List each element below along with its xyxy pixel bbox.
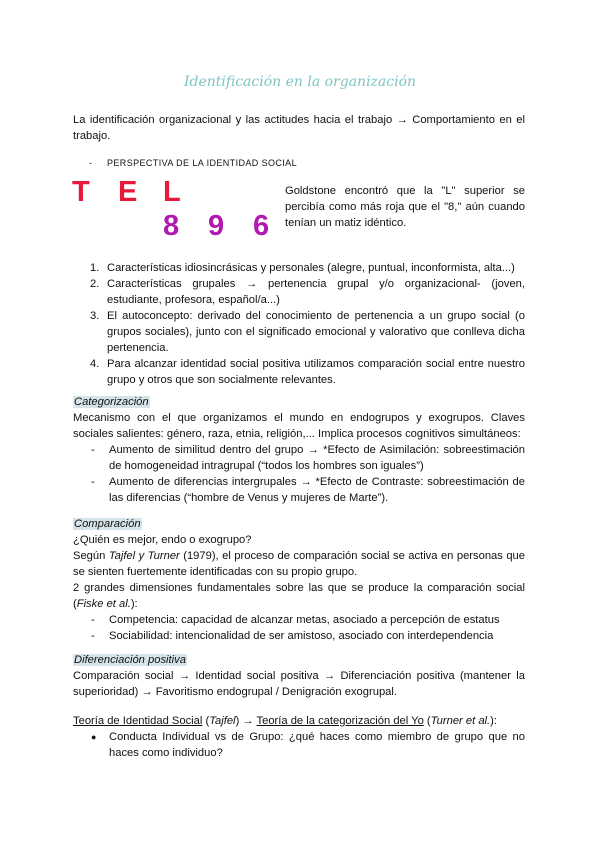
list-item: ● Conducta Individual vs de Grupo: ¿qué haces como miembro de grupo que no haces como individuo?: [91, 731, 525, 759]
comparacion-heading: Comparación: [74, 518, 141, 530]
stroop-number-9: 9: [208, 210, 225, 242]
list-item: - Aumento de diferencias intergrupales → *Efecto de Contraste: sobreestimación de las diferencias (“hombre de Venus y mujeres de Marte”).: [91, 476, 525, 504]
comparacion-dimensions: 2 grandes dimensiones fundamentales sobre las que se produce la comparación social (Fiske et al.):: [73, 582, 525, 610]
diferenciacion-section: [73, 652, 525, 700]
page-title: Identificación en la organización: [183, 74, 417, 90]
stroop-number-6: 6: [253, 210, 270, 242]
perspective-heading-text: PERSPECTIVA DE LA IDENTIDAD SOCIAL: [107, 158, 297, 168]
numbered-list: [73, 260, 525, 388]
teoria-line: Teoría de Identidad Social (Tajfel) → Teoría de la categorización del Yo (Turner et al.):: [73, 715, 497, 727]
stroop-letter-t: T: [72, 176, 90, 208]
dash-bullet: -: [89, 158, 93, 168]
perspective-heading: [89, 158, 297, 168]
comparacion-question: ¿Quién es mejor, endo o exogrupo?: [73, 534, 252, 546]
list-item: 4. Para alcanzar identidad social positiva utilizamos comparación social entre nuestro grupo y otros que son socialmente relevantes.: [90, 358, 525, 386]
list-item: - Competencia: capacidad de alcanzar metas, asociado a percepción de estatus: [91, 614, 500, 626]
intro-paragraph: La identificación organizacional y las actitudes hacia el trabajo → Comportamiento en el trabajo.: [73, 114, 525, 142]
list-item: 2. Características grupales → pertenencia grupal y/o organizacional- (joven, estudiante, profesora, español/a...): [90, 278, 525, 306]
stroop-number-8: 8: [163, 210, 180, 242]
stroop-letter-l: L: [163, 176, 181, 208]
teoria-section: [73, 713, 525, 761]
goldstone-text: Goldstone encontró que la "L" superior se percibía como más roja que el "8," aún cuando tenían un matiz idéntico.: [285, 185, 525, 229]
diferenciacion-heading: Diferenciación positiva: [74, 654, 186, 666]
list-item: - Aumento de similitud dentro del grupo → *Efecto de Asimilación: sobreestimación de homogeneidad intragrupal (“todos los hombres son iguales”): [91, 444, 525, 472]
categorizacion-heading: Categorización: [74, 396, 149, 408]
list-item: 3. El autoconcepto: derivado del conocimiento de pertenencia a un grupo social (o grupos sociales), junto con el significado emocional y valorativo que conlleva dicha pertenencia.: [90, 310, 525, 354]
list-item: - Sociabilidad: intencionalidad de ser amistoso, asociado con interdependencia: [91, 630, 494, 642]
diferenciacion-text: Comparación social → Identidad social positiva → Diferenciación positiva (mantener la superioridad) → Favoritismo endogrupal / Denigración exogrupal.: [73, 670, 525, 698]
comparacion-section: [73, 516, 525, 644]
list-item: 1. Características idiosincrásicas y personales (alegre, puntual, inconformista, alta...): [90, 262, 515, 274]
comparacion-paragraph: Según Tajfel y Turner (1979), el proceso de comparación social se activa en personas que se sienten fuertemente identificadas con su propio grupo.: [73, 550, 525, 578]
categorizacion-section: [73, 394, 525, 506]
categorizacion-text: Mecanismo con el que organizamos el mundo en endogrupos y exogrupos. Claves sociales salientes: género, raza, etnia, religión,... Implica procesos cognitivos simultáneos:: [73, 412, 525, 440]
stroop-letter-e: E: [118, 176, 138, 208]
